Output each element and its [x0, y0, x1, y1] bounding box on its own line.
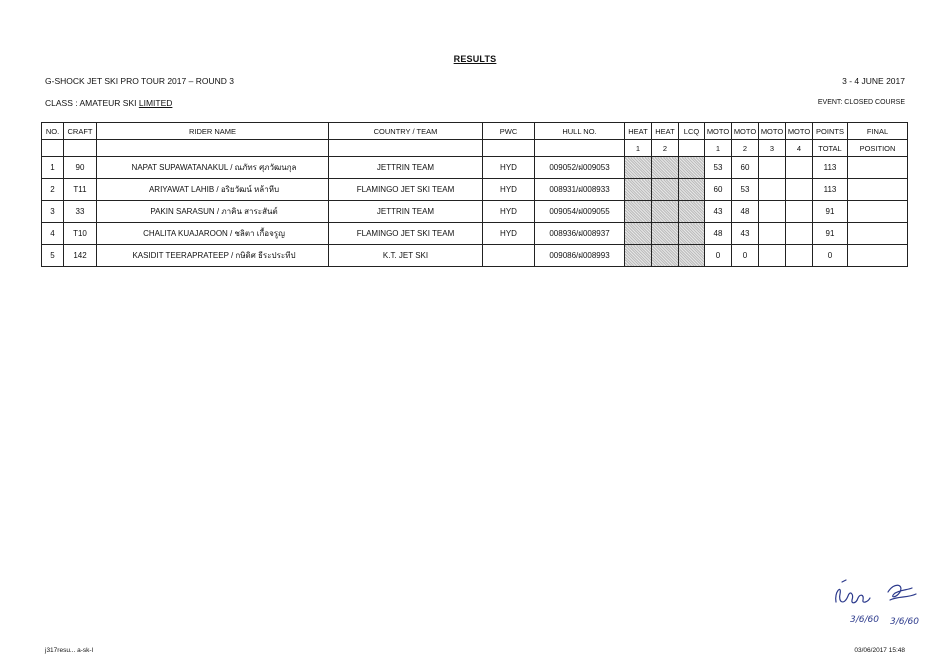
col-rider-sub [97, 140, 329, 157]
header-row-2 [42, 140, 908, 157]
col-no-sub [42, 140, 64, 157]
cell-team: FLAMINGO JET SKI TEAM [329, 179, 483, 201]
cell-moto3 [759, 245, 786, 267]
col-pwc: PWC [483, 123, 535, 140]
cell-final [848, 245, 908, 267]
cell-rider: KASIDIT TEERAPRATEEP / กษิดิศ ธีระประทีป [97, 245, 329, 267]
cell-team: JETTRIN TEAM [329, 157, 483, 179]
cell-heat2 [652, 223, 679, 245]
cell-moto2: 48 [732, 201, 759, 223]
cell-moto4 [786, 245, 813, 267]
col-final: FINAL [848, 123, 908, 140]
cell-heat1 [625, 201, 652, 223]
cell-pwc: HYD [483, 201, 535, 223]
class-label: CLASS : AMATEUR SKI [45, 98, 137, 108]
footer-printed: 03/06/2017 15:48 [854, 647, 905, 654]
cell-heat2 [652, 201, 679, 223]
results-table [41, 122, 908, 267]
table-row [42, 179, 908, 201]
col-heat1-sub: 1 [625, 140, 652, 157]
cell-rider: ARIYAWAT LAHIB / อริยวัฒน์ หล้าหีบ [97, 179, 329, 201]
cell-heat1 [625, 245, 652, 267]
cell-hull: 009052/ฝ009053 [535, 157, 625, 179]
cell-no: 1 [42, 157, 64, 179]
event-type: EVENT: CLOSED COURSE [817, 99, 905, 106]
col-lcq-sub [679, 140, 705, 157]
cell-team: FLAMINGO JET SKI TEAM [329, 223, 483, 245]
cell-moto4 [786, 201, 813, 223]
cell-heat1 [625, 157, 652, 179]
table-row [42, 223, 908, 245]
col-moto3-sub: 3 [759, 140, 786, 157]
cell-no: 4 [42, 223, 64, 245]
cell-craft: 33 [64, 201, 97, 223]
cell-craft: T10 [64, 223, 97, 245]
cell-moto2: 60 [732, 157, 759, 179]
event-date: 3 - 4 JUNE 2017 [842, 76, 905, 86]
cell-moto4 [786, 223, 813, 245]
page-title: RESULTS [453, 54, 497, 64]
cell-moto3 [759, 179, 786, 201]
table-row [42, 201, 908, 223]
cell-rider: PAKIN SARASUN / ภาคิน สาระสันต์ [97, 201, 329, 223]
cell-no: 3 [42, 201, 64, 223]
cell-craft: T11 [64, 179, 97, 201]
cell-final [848, 223, 908, 245]
cell-points: 91 [813, 223, 848, 245]
col-craft: CRAFT [64, 123, 97, 140]
cell-team: JETTRIN TEAM [329, 201, 483, 223]
cell-moto4 [786, 157, 813, 179]
footer-file: j317resu... a-sk-l [45, 647, 94, 654]
cell-moto1: 0 [705, 245, 732, 267]
signature-image [828, 572, 923, 632]
cell-lcq [679, 223, 705, 245]
cell-craft: 142 [64, 245, 97, 267]
col-hull: HULL NO. [535, 123, 625, 140]
cell-moto1: 43 [705, 201, 732, 223]
col-moto2-sub: 2 [732, 140, 759, 157]
cell-hull: 009054/ฝ009055 [535, 201, 625, 223]
cell-team: K.T. JET SKI [329, 245, 483, 267]
col-moto1: MOTO [705, 123, 732, 140]
header-row-1 [42, 123, 908, 140]
signature-date-left: 3/6/60 [850, 615, 879, 625]
col-lcq: LCQ [679, 123, 705, 140]
col-no: NO. [42, 123, 64, 140]
col-heat1: HEAT [625, 123, 652, 140]
col-heat2-sub: 2 [652, 140, 679, 157]
col-points-sub: TOTAL [813, 140, 848, 157]
cell-final [848, 201, 908, 223]
col-moto3: MOTO [759, 123, 786, 140]
col-pwc-sub [483, 140, 535, 157]
cell-moto3 [759, 223, 786, 245]
col-team: COUNTRY / TEAM [329, 123, 483, 140]
col-craft-sub [64, 140, 97, 157]
table-row [42, 157, 908, 179]
cell-heat1 [625, 223, 652, 245]
col-points: POINTS [813, 123, 848, 140]
col-rider: RIDER NAME [97, 123, 329, 140]
cell-heat2 [652, 245, 679, 267]
cell-lcq [679, 245, 705, 267]
col-team-sub [329, 140, 483, 157]
cell-heat2 [652, 179, 679, 201]
table-row [42, 245, 908, 267]
class-limited: LIMITED [138, 98, 173, 108]
col-final-sub: POSITION [848, 140, 908, 157]
col-moto4-sub: 4 [786, 140, 813, 157]
cell-hull: 008931/ฝ008933 [535, 179, 625, 201]
cell-moto2: 43 [732, 223, 759, 245]
cell-moto2: 0 [732, 245, 759, 267]
cell-pwc: HYD [483, 179, 535, 201]
class-line [45, 98, 172, 108]
cell-moto3 [759, 157, 786, 179]
cell-final [848, 179, 908, 201]
cell-moto4 [786, 179, 813, 201]
cell-moto3 [759, 201, 786, 223]
cell-final [848, 157, 908, 179]
cell-hull: 008936/ฝ008937 [535, 223, 625, 245]
cell-points: 113 [813, 157, 848, 179]
col-moto4: MOTO [786, 123, 813, 140]
cell-craft: 90 [64, 157, 97, 179]
cell-no: 5 [42, 245, 64, 267]
cell-hull: 009086/ฝ008993 [535, 245, 625, 267]
col-moto2: MOTO [732, 123, 759, 140]
cell-moto1: 48 [705, 223, 732, 245]
cell-rider: NAPAT SUPAWATANAKUL / ณภัทร ศุภวัฒนกุล [97, 157, 329, 179]
col-hull-sub [535, 140, 625, 157]
cell-heat1 [625, 179, 652, 201]
signature-date-right: 3/6/60 [890, 617, 919, 627]
cell-moto1: 53 [705, 157, 732, 179]
cell-points: 91 [813, 201, 848, 223]
cell-heat2 [652, 157, 679, 179]
cell-moto1: 60 [705, 179, 732, 201]
col-moto1-sub: 1 [705, 140, 732, 157]
cell-pwc: HYD [483, 223, 535, 245]
cell-pwc: HYD [483, 157, 535, 179]
cell-moto2: 53 [732, 179, 759, 201]
event-name: G-SHOCK JET SKI PRO TOUR 2017 – ROUND 3 [45, 76, 234, 86]
cell-points: 113 [813, 179, 848, 201]
cell-points: 0 [813, 245, 848, 267]
cell-no: 2 [42, 179, 64, 201]
cell-rider: CHALITA KUAJAROON / ชลิตา เกื้อจรูญ [97, 223, 329, 245]
cell-lcq [679, 157, 705, 179]
col-heat2: HEAT [652, 123, 679, 140]
cell-lcq [679, 179, 705, 201]
cell-lcq [679, 201, 705, 223]
cell-pwc [483, 245, 535, 267]
